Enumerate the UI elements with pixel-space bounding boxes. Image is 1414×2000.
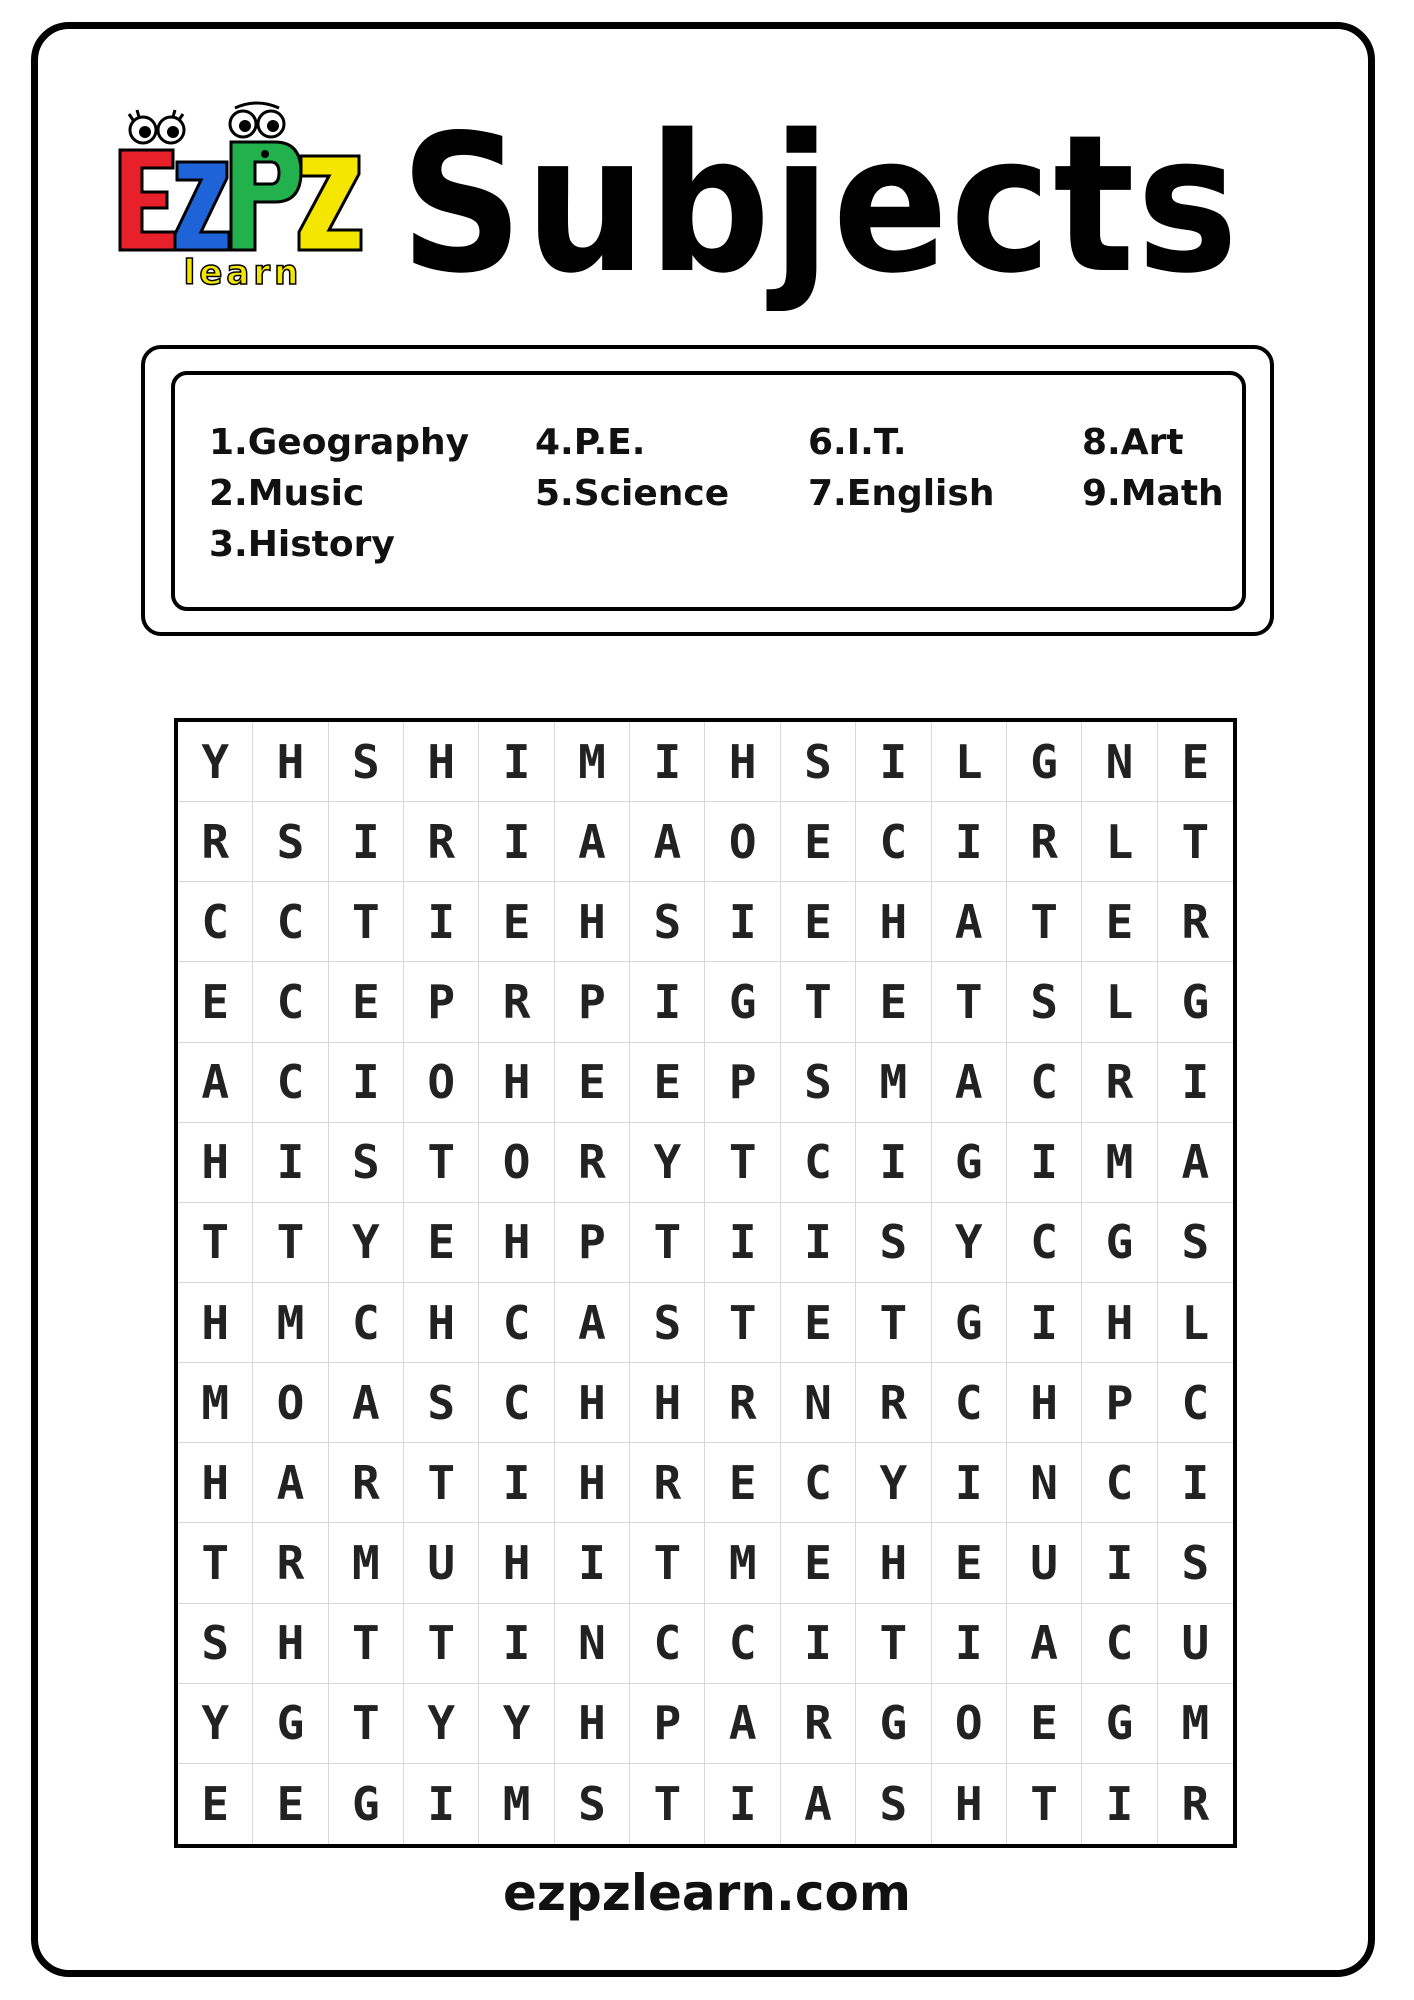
grid-cell: E bbox=[479, 882, 554, 962]
grid-cell: R bbox=[1158, 882, 1233, 962]
grid-cell: H bbox=[932, 1764, 1007, 1844]
grid-cell: Y bbox=[630, 1123, 705, 1203]
grid-cell: I bbox=[479, 802, 554, 882]
grid-cell: G bbox=[329, 1764, 404, 1844]
grid-cell: R bbox=[1082, 1043, 1157, 1123]
grid-cell: E bbox=[404, 1203, 479, 1283]
grid-cell: R bbox=[178, 802, 253, 882]
grid-cell: T bbox=[404, 1123, 479, 1203]
grid-cell: E bbox=[705, 1443, 780, 1523]
grid-cell: I bbox=[1158, 1443, 1233, 1523]
grid-cell: E bbox=[329, 962, 404, 1042]
word-list-item: 3.History bbox=[209, 524, 395, 565]
grid-cell: A bbox=[1007, 1604, 1082, 1684]
grid-cell: E bbox=[178, 1764, 253, 1844]
grid-cell: G bbox=[1082, 1203, 1157, 1283]
grid-cell: M bbox=[479, 1764, 554, 1844]
logo-letter-e bbox=[120, 150, 175, 250]
grid-cell: E bbox=[630, 1043, 705, 1123]
grid-cell: L bbox=[1158, 1283, 1233, 1363]
grid-cell: T bbox=[630, 1523, 705, 1603]
grid-cell: I bbox=[555, 1523, 630, 1603]
footer-url: ezpzlearn.com bbox=[502, 1864, 912, 1922]
grid-cell: S bbox=[630, 1283, 705, 1363]
grid-cell: M bbox=[178, 1363, 253, 1443]
grid-cell: E bbox=[555, 1043, 630, 1123]
grid-cell: G bbox=[932, 1123, 1007, 1203]
grid-cell: H bbox=[253, 722, 328, 802]
grid-cell: H bbox=[178, 1443, 253, 1523]
grid-cell: T bbox=[781, 962, 856, 1042]
grid-cell: T bbox=[329, 1684, 404, 1764]
grid-cell: O bbox=[479, 1123, 554, 1203]
grid-cell: I bbox=[479, 1604, 554, 1684]
grid-cell: C bbox=[781, 1443, 856, 1523]
logo-letter-z1 bbox=[175, 162, 229, 250]
grid-cell: N bbox=[781, 1363, 856, 1443]
grid-cell: E bbox=[1082, 882, 1157, 962]
grid-cell: G bbox=[1082, 1684, 1157, 1764]
grid-cell: U bbox=[1158, 1604, 1233, 1684]
grid-cell: A bbox=[705, 1684, 780, 1764]
grid-cell: T bbox=[856, 1604, 931, 1684]
grid-cell: H bbox=[404, 722, 479, 802]
grid-cell: T bbox=[1007, 882, 1082, 962]
grid-cell: Y bbox=[178, 1684, 253, 1764]
logo-eyes-left bbox=[129, 110, 184, 143]
grid-cell: I bbox=[932, 802, 1007, 882]
grid-cell: N bbox=[555, 1604, 630, 1684]
logo-learn-text: learn bbox=[183, 253, 303, 290]
grid-cell: L bbox=[932, 722, 1007, 802]
grid-cell: G bbox=[856, 1684, 931, 1764]
grid-cell: H bbox=[856, 1523, 931, 1603]
grid-cell: T bbox=[705, 1123, 780, 1203]
grid-cell: M bbox=[253, 1283, 328, 1363]
grid-cell: T bbox=[329, 1604, 404, 1684]
grid-cell: E bbox=[856, 962, 931, 1042]
grid-cell: N bbox=[1007, 1443, 1082, 1523]
grid-cell: L bbox=[1082, 802, 1157, 882]
word-list-item: 6.I.T. bbox=[808, 422, 907, 463]
grid-cell: R bbox=[1181, 1776, 1210, 1831]
grid-cell: I bbox=[1158, 1043, 1233, 1123]
grid-cell: H bbox=[1082, 1283, 1157, 1363]
grid-cell: U bbox=[1007, 1523, 1082, 1603]
word-list-item: 5.Science bbox=[535, 473, 730, 514]
grid-cell: I bbox=[781, 1604, 856, 1684]
grid-cell: R bbox=[781, 1684, 856, 1764]
grid-cell: R bbox=[705, 1363, 780, 1443]
grid-cell: S bbox=[630, 882, 705, 962]
grid-cell: E bbox=[253, 1764, 328, 1844]
grid-cell: R bbox=[630, 1443, 705, 1523]
grid-cell: T bbox=[705, 1283, 780, 1363]
grid-cell: H bbox=[555, 1684, 630, 1764]
grid-cell: T bbox=[1007, 1764, 1082, 1844]
grid-cell: O bbox=[404, 1043, 479, 1123]
grid-cell: R bbox=[253, 1523, 328, 1603]
grid-cell: S bbox=[856, 1203, 931, 1283]
grid-cell: C bbox=[781, 1123, 856, 1203]
grid-cell: I bbox=[404, 882, 479, 962]
grid-cell: G bbox=[1007, 722, 1082, 802]
grid-cell: O bbox=[253, 1363, 328, 1443]
grid-cell: C bbox=[1007, 1043, 1082, 1123]
grid-cell: I bbox=[1082, 1523, 1157, 1603]
grid-cell: P bbox=[705, 1043, 780, 1123]
grid-cell: A bbox=[253, 1443, 328, 1523]
grid-cell: C bbox=[329, 1283, 404, 1363]
grid-cell: A bbox=[932, 882, 1007, 962]
grid-cell: I bbox=[932, 1604, 1007, 1684]
grid-cell: O bbox=[932, 1684, 1007, 1764]
grid-cell: I bbox=[705, 882, 780, 962]
grid-cell: G bbox=[1158, 962, 1233, 1042]
grid-cell: I bbox=[630, 722, 705, 802]
grid-cell: H bbox=[555, 882, 630, 962]
word-list-item: 1.Geography bbox=[209, 422, 470, 463]
grid-cell: I bbox=[1082, 1764, 1157, 1844]
grid-cell: R bbox=[856, 1363, 931, 1443]
grid-cell: I bbox=[329, 802, 404, 882]
grid-cell: T bbox=[630, 1764, 705, 1844]
grid-cell: C bbox=[856, 802, 931, 882]
grid-cell: C bbox=[479, 1283, 554, 1363]
grid-cell: T bbox=[178, 1203, 253, 1283]
grid-cell: I bbox=[329, 1043, 404, 1123]
grid-cell: I bbox=[630, 962, 705, 1042]
grid-cell: P bbox=[1082, 1363, 1157, 1443]
grid-cell: H bbox=[479, 1043, 554, 1123]
grid-cell: Y bbox=[856, 1443, 931, 1523]
grid-cell: T bbox=[404, 1604, 479, 1684]
word-search-grid bbox=[174, 718, 1237, 1848]
grid-cell: H bbox=[555, 1443, 630, 1523]
grid-cell: I bbox=[253, 1123, 328, 1203]
grid-cell: G bbox=[253, 1684, 328, 1764]
grid-cell: C bbox=[479, 1363, 554, 1443]
grid-cell: S bbox=[1158, 1523, 1233, 1603]
grid-cell: Y bbox=[479, 1684, 554, 1764]
grid-cell: I bbox=[932, 1443, 1007, 1523]
grid-cell: E bbox=[1158, 722, 1233, 802]
grid-cell: T bbox=[1158, 802, 1233, 882]
grid-cell: R bbox=[479, 962, 554, 1042]
grid-cell: A bbox=[555, 1283, 630, 1363]
grid-cell: I bbox=[705, 1764, 780, 1844]
grid-cell: T bbox=[630, 1203, 705, 1283]
grid-cell: R bbox=[329, 1443, 404, 1523]
grid-cell: E bbox=[1007, 1684, 1082, 1764]
grid-cell: A bbox=[932, 1043, 1007, 1123]
grid-cell: R bbox=[404, 802, 479, 882]
grid-cell: S bbox=[404, 1363, 479, 1443]
grid-cell: H bbox=[178, 1123, 253, 1203]
grid-cell: S bbox=[329, 722, 404, 802]
grid-cell: E bbox=[781, 1283, 856, 1363]
grid-cell: I bbox=[1007, 1123, 1082, 1203]
grid-cell: M bbox=[1158, 1684, 1233, 1764]
grid-cell: C bbox=[630, 1604, 705, 1684]
grid-cell: M bbox=[856, 1043, 931, 1123]
grid-cell: S bbox=[329, 1123, 404, 1203]
grid-cell: Y bbox=[404, 1684, 479, 1764]
grid-cell: S bbox=[1007, 962, 1082, 1042]
grid-cell: E bbox=[781, 802, 856, 882]
grid-cell: P bbox=[555, 1203, 630, 1283]
grid-cell: M bbox=[555, 722, 630, 802]
grid-cell: P bbox=[555, 962, 630, 1042]
grid-cell: H bbox=[178, 1283, 253, 1363]
grid-cell: S bbox=[856, 1764, 931, 1844]
grid-cell: S bbox=[253, 802, 328, 882]
word-list-item: 9.Math bbox=[1082, 473, 1224, 514]
grid-cell: A bbox=[1158, 1123, 1233, 1203]
grid-cell: S bbox=[781, 722, 856, 802]
grid-cell: H bbox=[555, 1363, 630, 1443]
grid-cell: G bbox=[932, 1283, 1007, 1363]
grid-cell: E bbox=[781, 1523, 856, 1603]
grid-cell: T bbox=[253, 1203, 328, 1283]
grid-cell: P bbox=[404, 962, 479, 1042]
grid-cell: I bbox=[856, 722, 931, 802]
grid-cell: I bbox=[856, 1123, 931, 1203]
grid-cell: H bbox=[479, 1203, 554, 1283]
ezpz-learn-logo bbox=[115, 100, 365, 290]
grid-cell: C bbox=[1007, 1203, 1082, 1283]
grid-cell: A bbox=[555, 802, 630, 882]
word-list-item: 2.Music bbox=[209, 473, 365, 514]
grid-cell: R bbox=[1007, 802, 1082, 882]
grid-cell: I bbox=[705, 1203, 780, 1283]
grid-cell: T bbox=[329, 882, 404, 962]
grid-cell: S bbox=[781, 1043, 856, 1123]
grid-cell: S bbox=[1158, 1203, 1233, 1283]
grid-cell: C bbox=[253, 882, 328, 962]
grid-cell: H bbox=[479, 1523, 554, 1603]
grid-cell: C bbox=[253, 962, 328, 1042]
grid-cell: I bbox=[404, 1764, 479, 1844]
grid-cell: A bbox=[178, 1043, 253, 1123]
grid-cell: A bbox=[781, 1764, 856, 1844]
grid-cell: Y bbox=[932, 1203, 1007, 1283]
grid-cell: O bbox=[705, 802, 780, 882]
logo-letter-p bbox=[231, 142, 301, 250]
grid-cell: I bbox=[479, 1443, 554, 1523]
grid-cell: H bbox=[404, 1283, 479, 1363]
word-list-item: 4.P.E. bbox=[535, 422, 646, 463]
grid-cell: H bbox=[630, 1363, 705, 1443]
grid-cell: H bbox=[253, 1604, 328, 1684]
grid-cell: C bbox=[178, 882, 253, 962]
grid-cell: C bbox=[932, 1363, 1007, 1443]
grid-cell: L bbox=[1082, 962, 1157, 1042]
grid-cell: A bbox=[329, 1363, 404, 1443]
grid-cell: H bbox=[705, 722, 780, 802]
grid-cell: E bbox=[178, 962, 253, 1042]
grid-cell: P bbox=[630, 1684, 705, 1764]
grid-cell: A bbox=[630, 802, 705, 882]
svg-text:Subjects: Subjects bbox=[400, 95, 1240, 315]
grid-cell: G bbox=[705, 962, 780, 1042]
grid-cell: C bbox=[253, 1043, 328, 1123]
grid-cell: Y bbox=[178, 722, 253, 802]
grid-cell: N bbox=[1082, 722, 1157, 802]
grid-cell: I bbox=[479, 722, 554, 802]
grid-cell: R bbox=[555, 1123, 630, 1203]
grid-cell: U bbox=[404, 1523, 479, 1603]
logo-letter-z2 bbox=[299, 156, 361, 250]
grid-cell: T bbox=[404, 1443, 479, 1523]
page-title bbox=[400, 95, 1280, 325]
grid-cell: H bbox=[1007, 1363, 1082, 1443]
grid-cell: M bbox=[1082, 1123, 1157, 1203]
word-list-item: 8.Art bbox=[1082, 422, 1184, 463]
grid-cell: I bbox=[1007, 1283, 1082, 1363]
grid-cell: I bbox=[781, 1203, 856, 1283]
grid-cell: T bbox=[178, 1523, 253, 1603]
logo-eyes-right bbox=[230, 103, 284, 137]
grid-cell: M bbox=[705, 1523, 780, 1603]
grid-cell: T bbox=[932, 962, 1007, 1042]
grid-cell: S bbox=[555, 1764, 630, 1844]
grid-cell: S bbox=[178, 1604, 253, 1684]
grid-cell: E bbox=[781, 882, 856, 962]
word-list-item: 7.English bbox=[808, 473, 995, 514]
grid-cell: M bbox=[329, 1523, 404, 1603]
grid-cell: C bbox=[1158, 1363, 1233, 1443]
grid-cell: T bbox=[856, 1283, 931, 1363]
grid-cell: Y bbox=[329, 1203, 404, 1283]
grid-cell: C bbox=[1082, 1443, 1157, 1523]
grid-cell: C bbox=[705, 1604, 780, 1684]
grid-cell: E bbox=[932, 1523, 1007, 1603]
grid-cell: C bbox=[1082, 1604, 1157, 1684]
grid-cell: H bbox=[856, 882, 931, 962]
